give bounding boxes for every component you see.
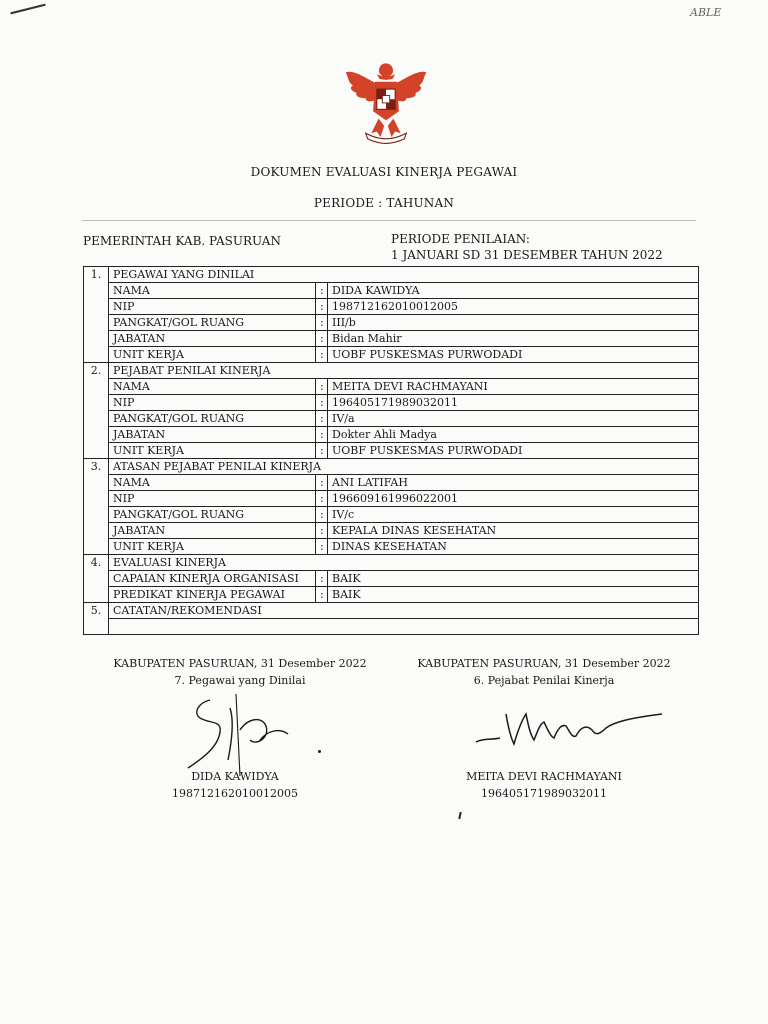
- section-title: ATASAN PEJABAT PENILAI KINERJA: [109, 459, 699, 475]
- field-value: 198712162010012005: [328, 299, 699, 315]
- table-row: [84, 571, 699, 587]
- field-colon: :: [316, 539, 328, 555]
- field-colon: :: [316, 507, 328, 523]
- ink-dot: [318, 750, 321, 753]
- field-value: MEITA DEVI RACHMAYANI: [328, 379, 699, 395]
- field-colon: :: [316, 523, 328, 539]
- table-row: [84, 523, 699, 539]
- field-colon: :: [316, 299, 328, 315]
- field-colon: :: [316, 491, 328, 507]
- table-row: [84, 347, 699, 363]
- section-title: PEGAWAI YANG DINILAI: [109, 267, 699, 283]
- table-row: [84, 427, 699, 443]
- ink-mark: [458, 812, 461, 819]
- field-label: PANGKAT/GOL RUANG: [109, 315, 316, 331]
- field-label: JABATAN: [109, 427, 316, 443]
- field-colon: :: [316, 443, 328, 459]
- sign-right-place-date: KABUPATEN PASURUAN, 31 Desember 2022: [417, 657, 671, 670]
- field-value: IV/c: [328, 507, 699, 523]
- instansi: PEMERINTAH KAB. PASURUAN: [83, 234, 281, 248]
- field-label: NAMA: [109, 475, 316, 491]
- field-value: 196609161996022001: [328, 491, 699, 507]
- table-row: [84, 395, 699, 411]
- sign-left-role: 7. Pegawai yang Dinilai: [174, 674, 306, 687]
- field-label: JABATAN: [109, 331, 316, 347]
- field-colon: :: [316, 379, 328, 395]
- table-row: [84, 539, 699, 555]
- field-colon: :: [316, 427, 328, 443]
- field-label: PREDIKAT KINERJA PEGAWAI: [109, 587, 316, 603]
- field-value: KEPALA DINAS KESEHATAN: [328, 523, 699, 539]
- section-number: 4.: [84, 555, 109, 603]
- table-row: [84, 379, 699, 395]
- field-label: PANGKAT/GOL RUANG: [109, 411, 316, 427]
- table-row: [84, 491, 699, 507]
- field-label: NIP: [109, 299, 316, 315]
- field-label: UNIT KERJA: [109, 347, 316, 363]
- sign-left-place-date: KABUPATEN PASURUAN, 31 Desember 2022: [113, 657, 367, 670]
- sign-left-nip: 198712162010012005: [172, 787, 298, 800]
- table-row: [84, 475, 699, 491]
- periode-penilaian-value: 1 JANUARI SD 31 DESEMBER TAHUN 2022: [391, 248, 663, 262]
- section-header-row: [84, 363, 699, 379]
- corner-note: ABLE: [690, 6, 722, 19]
- field-label: NAMA: [109, 283, 316, 299]
- field-value: IV/a: [328, 411, 699, 427]
- field-value: III/b: [328, 315, 699, 331]
- section-title: EVALUASI KINERJA: [109, 555, 699, 571]
- divider: [82, 220, 696, 221]
- table-row: [84, 587, 699, 603]
- field-label: NAMA: [109, 379, 316, 395]
- scan-mark: [10, 4, 45, 15]
- field-colon: :: [316, 283, 328, 299]
- field-value: BAIK: [328, 587, 699, 603]
- sign-right-nip: 196405171989032011: [481, 787, 607, 800]
- table-row: [84, 299, 699, 315]
- field-value: DINAS KESEHATAN: [328, 539, 699, 555]
- table-row: [84, 331, 699, 347]
- field-colon: :: [316, 315, 328, 331]
- sign-right-name: MEITA DEVI RACHMAYANI: [466, 770, 622, 783]
- sign-right-role: 6. Pejabat Penilai Kinerja: [473, 674, 615, 687]
- sign-left-name: DIDA KAWIDYA: [191, 770, 279, 783]
- field-colon: :: [316, 395, 328, 411]
- field-colon: :: [316, 571, 328, 587]
- field-colon: :: [316, 587, 328, 603]
- section-number: 2.: [84, 363, 109, 459]
- field-colon: :: [316, 475, 328, 491]
- section-header-row: [84, 603, 699, 619]
- evaluation-table: [83, 266, 699, 635]
- table-row: [84, 283, 699, 299]
- field-label: PANGKAT/GOL RUANG: [109, 507, 316, 523]
- table-row: [84, 443, 699, 459]
- section-title: PEJABAT PENILAI KINERJA: [109, 363, 699, 379]
- field-value: Bidan Mahir: [328, 331, 699, 347]
- field-label: CAPAIAN KINERJA ORGANISASI: [109, 571, 316, 587]
- field-label: NIP: [109, 491, 316, 507]
- section-header-row: [84, 555, 699, 571]
- document-title: DOKUMEN EVALUASI KINERJA PEGAWAI: [250, 165, 518, 179]
- section-number: 3.: [84, 459, 109, 555]
- table-row: [84, 507, 699, 523]
- periode-penilaian-label: PERIODE PENILAIAN:: [391, 232, 530, 246]
- field-label: UNIT KERJA: [109, 443, 316, 459]
- section-number: 1.: [84, 267, 109, 363]
- field-value: BAIK: [328, 571, 699, 587]
- field-colon: :: [316, 347, 328, 363]
- field-label: NIP: [109, 395, 316, 411]
- field-value: Dokter Ahli Madya: [328, 427, 699, 443]
- field-value: UOBF PUSKESMAS PURWODADI: [328, 347, 699, 363]
- field-colon: :: [316, 331, 328, 347]
- garuda-emblem-icon: [340, 56, 432, 148]
- signature-right-icon: [470, 700, 670, 760]
- field-value: ANI LATIFAH: [328, 475, 699, 491]
- field-value: UOBF PUSKESMAS PURWODADI: [328, 443, 699, 459]
- notes-cell: [109, 619, 699, 635]
- section-header-row: [84, 459, 699, 475]
- field-colon: :: [316, 411, 328, 427]
- signature-left-icon: [170, 690, 310, 780]
- section-title: CATATAN/REKOMENDASI: [109, 603, 699, 619]
- periode-title: PERIODE : TAHUNAN: [313, 196, 455, 210]
- table-row: [84, 411, 699, 427]
- field-value: 196405171989032011: [328, 395, 699, 411]
- field-label: UNIT KERJA: [109, 539, 316, 555]
- field-label: JABATAN: [109, 523, 316, 539]
- section-number: 5.: [84, 603, 109, 635]
- section-header-row: [84, 267, 699, 283]
- notes-row: [84, 619, 699, 635]
- table-row: [84, 315, 699, 331]
- field-value: DIDA KAWIDYA: [328, 283, 699, 299]
